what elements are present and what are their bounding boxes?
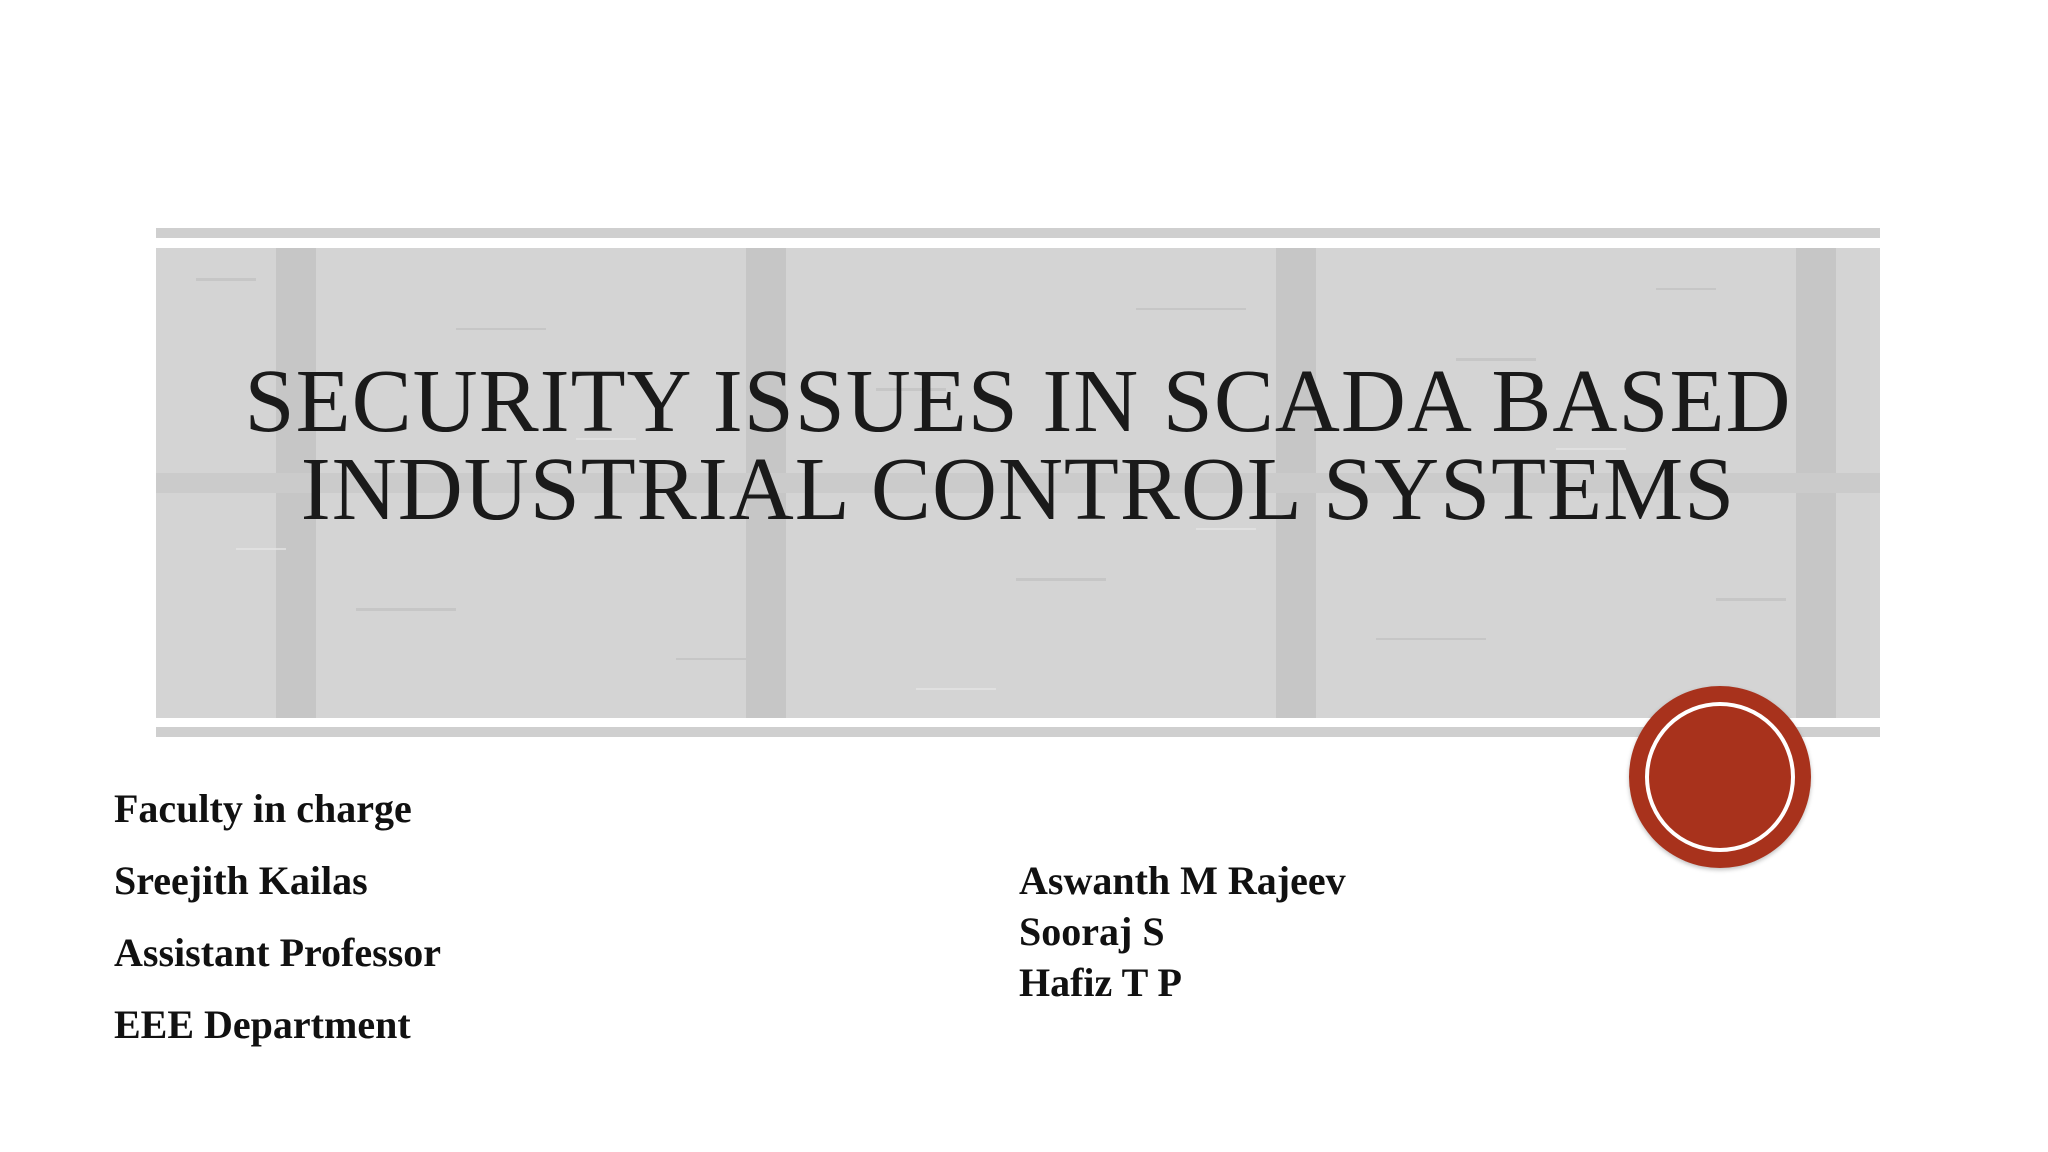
faculty-block (114, 783, 441, 1071)
faculty-department: EEE Department (114, 1002, 411, 1047)
title-line-2: INDUSTRIAL CONTROL SYSTEMS (300, 440, 1736, 539)
faculty-heading: Faculty in charge (114, 786, 412, 831)
banner-top-rule (156, 228, 1880, 238)
banner-bottom-rule (156, 727, 1880, 737)
slide-title (156, 352, 1880, 539)
red-circle-badge (1629, 686, 1811, 868)
title-line-1: SECURITY ISSUES IN SCADA BASED (244, 352, 1792, 451)
badge-ring (1645, 702, 1795, 852)
faculty-designation: Assistant Professor (114, 930, 442, 975)
student-name: Aswanth M Rajeev (1019, 858, 1346, 903)
student-name: Hafiz T P (1019, 960, 1182, 1005)
title-banner (156, 248, 1880, 718)
faculty-name: Sreejith Kailas (114, 858, 368, 903)
student-name: Sooraj S (1019, 909, 1165, 954)
students-block (1019, 855, 1346, 1008)
